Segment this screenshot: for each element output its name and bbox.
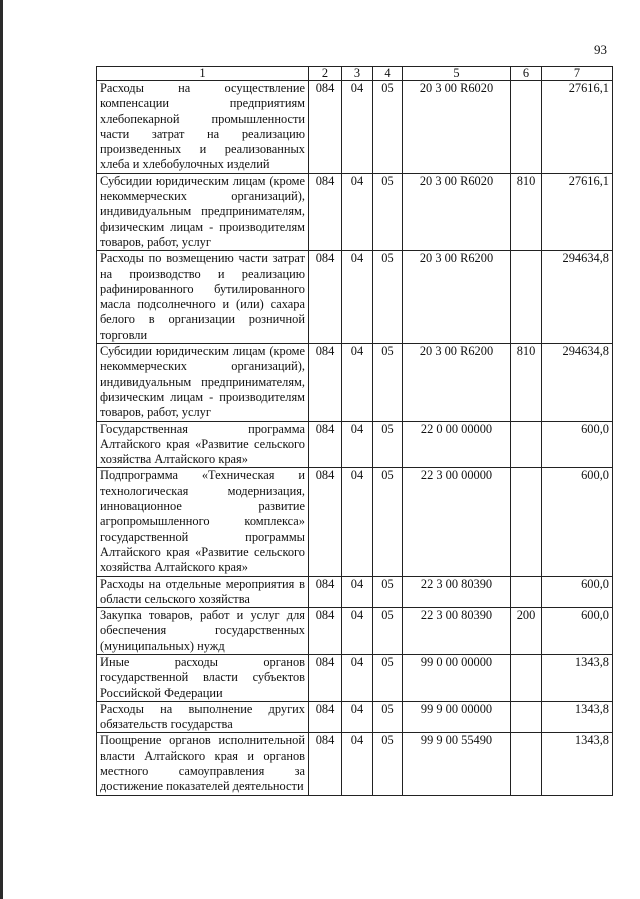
row-name: Субсидии юридическим лицам (кроме некоммерческих организаций), индивидуальным предпринимателям, физическим лицам - производителям товаров, работ, услуг	[97, 173, 309, 250]
row-name: Расходы на отдельные мероприятия в области сельского хозяйства	[97, 576, 309, 608]
row-subsection: 05	[373, 81, 403, 174]
row-name: Расходы на выполнение других обязательств государства	[97, 701, 309, 733]
row-amount: 27616,1	[542, 81, 613, 174]
row-section: 04	[342, 251, 373, 344]
table-row	[97, 733, 613, 795]
row-subsection: 05	[373, 733, 403, 795]
table-row	[97, 173, 613, 250]
row-name: Подпрограмма «Техническая и технологическая модернизация, инновационное развитие агропромышленного комплекса» государственной программы Алтайского края «Развитие сельского хозяйства Алтайского края»	[97, 468, 309, 576]
page-number: 93	[594, 42, 607, 57]
row-subsection: 05	[373, 421, 403, 468]
header-col-5: 5	[403, 67, 511, 81]
row-expense-type: 810	[511, 344, 542, 421]
row-target: 20 3 00 R6020	[403, 173, 511, 250]
row-section: 04	[342, 701, 373, 733]
row-expense-type: 200	[511, 608, 542, 655]
row-amount: 1343,8	[542, 654, 613, 701]
row-ministry: 084	[309, 251, 342, 344]
row-target: 22 3 00 80390	[403, 608, 511, 655]
row-ministry: 084	[309, 608, 342, 655]
row-section: 04	[342, 608, 373, 655]
header-col-4: 4	[373, 67, 403, 81]
row-section: 04	[342, 81, 373, 174]
row-target: 99 0 00 00000	[403, 654, 511, 701]
row-subsection: 05	[373, 576, 403, 608]
row-ministry: 084	[309, 344, 342, 421]
row-section: 04	[342, 173, 373, 250]
row-expense-type	[511, 701, 542, 733]
row-name: Закупка товаров, работ и услуг для обеспечения государственных (муниципальных) нужд	[97, 608, 309, 655]
row-expense-type	[511, 468, 542, 576]
table-row	[97, 421, 613, 468]
row-target: 99 9 00 00000	[403, 701, 511, 733]
row-subsection: 05	[373, 654, 403, 701]
table-row	[97, 654, 613, 701]
row-ministry: 084	[309, 733, 342, 795]
row-ministry: 084	[309, 576, 342, 608]
table-row	[97, 701, 613, 733]
table-row	[97, 468, 613, 576]
row-ministry: 084	[309, 81, 342, 174]
row-target: 22 3 00 00000	[403, 468, 511, 576]
row-target: 20 3 00 R6020	[403, 81, 511, 174]
row-subsection: 05	[373, 251, 403, 344]
row-name: Поощрение органов исполнительной власти Алтайского края и органов местного самоуправления за достижение показателей деятельности	[97, 733, 309, 795]
row-section: 04	[342, 654, 373, 701]
row-amount: 1343,8	[542, 701, 613, 733]
row-expense-type	[511, 733, 542, 795]
row-section: 04	[342, 468, 373, 576]
table-row	[97, 81, 613, 174]
row-amount: 600,0	[542, 576, 613, 608]
row-name: Расходы по возмещению части затрат на производство и реализацию рафинированного бутилированного масла подсолнечного и (или) сахара белого в организации розничной торговли	[97, 251, 309, 344]
row-target: 20 3 00 R6200	[403, 251, 511, 344]
scan-edge	[0, 0, 3, 899]
table-row	[97, 608, 613, 655]
table-row	[97, 344, 613, 421]
row-section: 04	[342, 344, 373, 421]
row-target: 99 9 00 55490	[403, 733, 511, 795]
row-target: 22 3 00 80390	[403, 576, 511, 608]
header-col-2: 2	[309, 67, 342, 81]
row-name: Иные расходы органов государственной власти субъектов Российской Федерации	[97, 654, 309, 701]
row-name: Государственная программа Алтайского края «Развитие сельского хозяйства Алтайского края»	[97, 421, 309, 468]
row-subsection: 05	[373, 701, 403, 733]
row-amount: 600,0	[542, 608, 613, 655]
table-row	[97, 251, 613, 344]
row-amount: 294634,8	[542, 344, 613, 421]
row-amount: 600,0	[542, 468, 613, 576]
row-amount: 1343,8	[542, 733, 613, 795]
table-row	[97, 576, 613, 608]
row-target: 20 3 00 R6200	[403, 344, 511, 421]
budget-table	[96, 66, 613, 796]
header-col-1: 1	[97, 67, 309, 81]
row-name: Субсидии юридическим лицам (кроме некоммерческих организаций), индивидуальным предпринимателям, физическим лицам - производителям товаров, работ, услуг	[97, 344, 309, 421]
row-ministry: 084	[309, 468, 342, 576]
row-expense-type	[511, 251, 542, 344]
row-expense-type	[511, 654, 542, 701]
row-section: 04	[342, 576, 373, 608]
header-col-6: 6	[511, 67, 542, 81]
row-name: Расходы на осуществление компенсации предприятиям хлебопекарной промышленности части затрат на реализацию произведенных и реализованных хлеба и хлебобулочных изделий	[97, 81, 309, 174]
row-ministry: 084	[309, 173, 342, 250]
row-subsection: 05	[373, 608, 403, 655]
row-target: 22 0 00 00000	[403, 421, 511, 468]
row-amount: 27616,1	[542, 173, 613, 250]
header-col-3: 3	[342, 67, 373, 81]
row-expense-type: 810	[511, 173, 542, 250]
row-ministry: 084	[309, 654, 342, 701]
row-ministry: 084	[309, 701, 342, 733]
header-col-7: 7	[542, 67, 613, 81]
row-subsection: 05	[373, 468, 403, 576]
row-expense-type	[511, 576, 542, 608]
row-ministry: 084	[309, 421, 342, 468]
row-amount: 600,0	[542, 421, 613, 468]
row-section: 04	[342, 733, 373, 795]
row-section: 04	[342, 421, 373, 468]
row-amount: 294634,8	[542, 251, 613, 344]
row-subsection: 05	[373, 344, 403, 421]
row-expense-type	[511, 421, 542, 468]
row-subsection: 05	[373, 173, 403, 250]
header-row	[97, 67, 613, 81]
row-expense-type	[511, 81, 542, 174]
